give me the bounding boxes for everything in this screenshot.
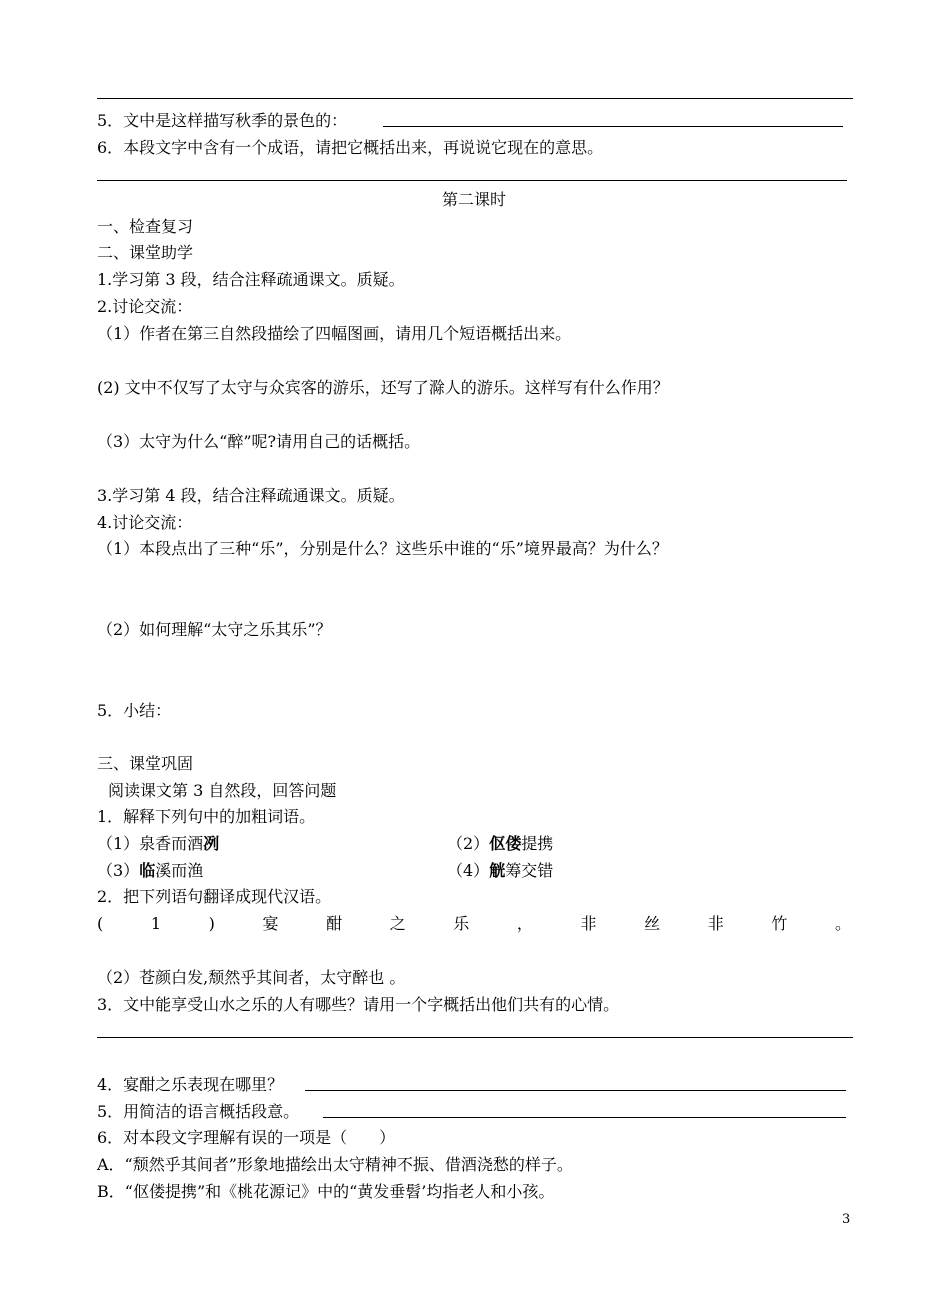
exercise-1-item-4: （4）觥筹交错 (447, 861, 554, 880)
step-5-summary: 5．小结： (97, 701, 172, 720)
step-4: 4.讨论交流： (97, 513, 193, 532)
part-2-heading: 二、课堂助学 (97, 243, 194, 262)
exercise-2: 2．把下列语句翻译成现代汉语。 (97, 887, 332, 906)
exercise-2-sentence-1: ( 1 ) 宴 酣 之 乐 ， 非 丝 非 竹 。 (97, 914, 851, 933)
question-6-idiom: 6．本段文字中含有一个成语，请把它概括出来，再说说它现在的意思。 (97, 138, 604, 157)
answer-underline (323, 1117, 846, 1118)
reading-instruction: 阅读课文第 3 自然段，回答问题 (108, 781, 337, 800)
exercise-3: 3．文中能享受山水之乐的人有哪些？请用一个字概括出他们共有的心情。 (97, 995, 620, 1014)
step-4-question-2: （2）如何理解“太守之乐其乐”？ (97, 620, 332, 639)
answer-line (97, 98, 853, 99)
step-4-question-1: （1）本段点出了三种“乐”，分别是什么？这些乐中谁的“乐”境界最高？为什么？ (97, 539, 668, 558)
exercise-6-option-b: B．“伛偻提携”和《桃花源记》中的“黄发垂髫’均指老人和小孩。 (97, 1182, 555, 1201)
exercise-6: 6．对本段文字理解有误的一项是（ ） (97, 1128, 396, 1147)
section-title: 第二课时 (441, 190, 506, 209)
exercise-1-item-1: （1）泉香而酒冽 (97, 834, 220, 853)
step-2: 2.讨论交流： (97, 297, 193, 316)
exercise-1-item-2: （2）伛偻提携 (447, 834, 554, 853)
answer-line (97, 180, 847, 181)
exercise-6-option-a: A．“颓然乎其间者”形象地描绘出太守精神不振、借酒浇愁的样子。 (97, 1155, 573, 1174)
page-number: 3 (842, 1212, 851, 1227)
step-2-question-1: （1）作者在第三自然段描绘了四幅图画，请用几个短语概括出来。 (97, 324, 572, 343)
question-5-autumn: 5．文中是这样描写秋季的景色的： (97, 111, 348, 130)
step-2-question-2: (2) 文中不仅写了太守与众宾客的游乐，还写了滁人的游乐。这样写有什么作用？ (97, 378, 669, 397)
step-1: 1.学习第 3 段，结合注释疏通课文。质疑。 (97, 270, 405, 289)
step-3: 3.学习第 4 段，结合注释疏通课文。质疑。 (97, 486, 405, 505)
answer-line (97, 1037, 853, 1038)
answer-underline (305, 1090, 846, 1091)
answer-underline (383, 126, 843, 127)
exercise-1-item-3: （3）临溪而渔 (97, 861, 204, 880)
exercise-5: 5．用简洁的语言概括段意。 (97, 1102, 300, 1121)
part-3-heading: 三、课堂巩固 (97, 754, 194, 773)
step-2-question-3: （3）太守为什么“醉”呢?请用自己的话概括。 (97, 432, 421, 451)
exercise-1: 1．解释下列句中的加粗词语。 (97, 807, 316, 826)
part-1-heading: 一、检查复习 (97, 217, 194, 236)
exercise-2-sentence-2: （2）苍颜白发,颓然乎其间者，太守醉也 。 (97, 968, 406, 987)
exercise-4: 4．宴酣之乐表现在哪里？ (97, 1075, 284, 1094)
